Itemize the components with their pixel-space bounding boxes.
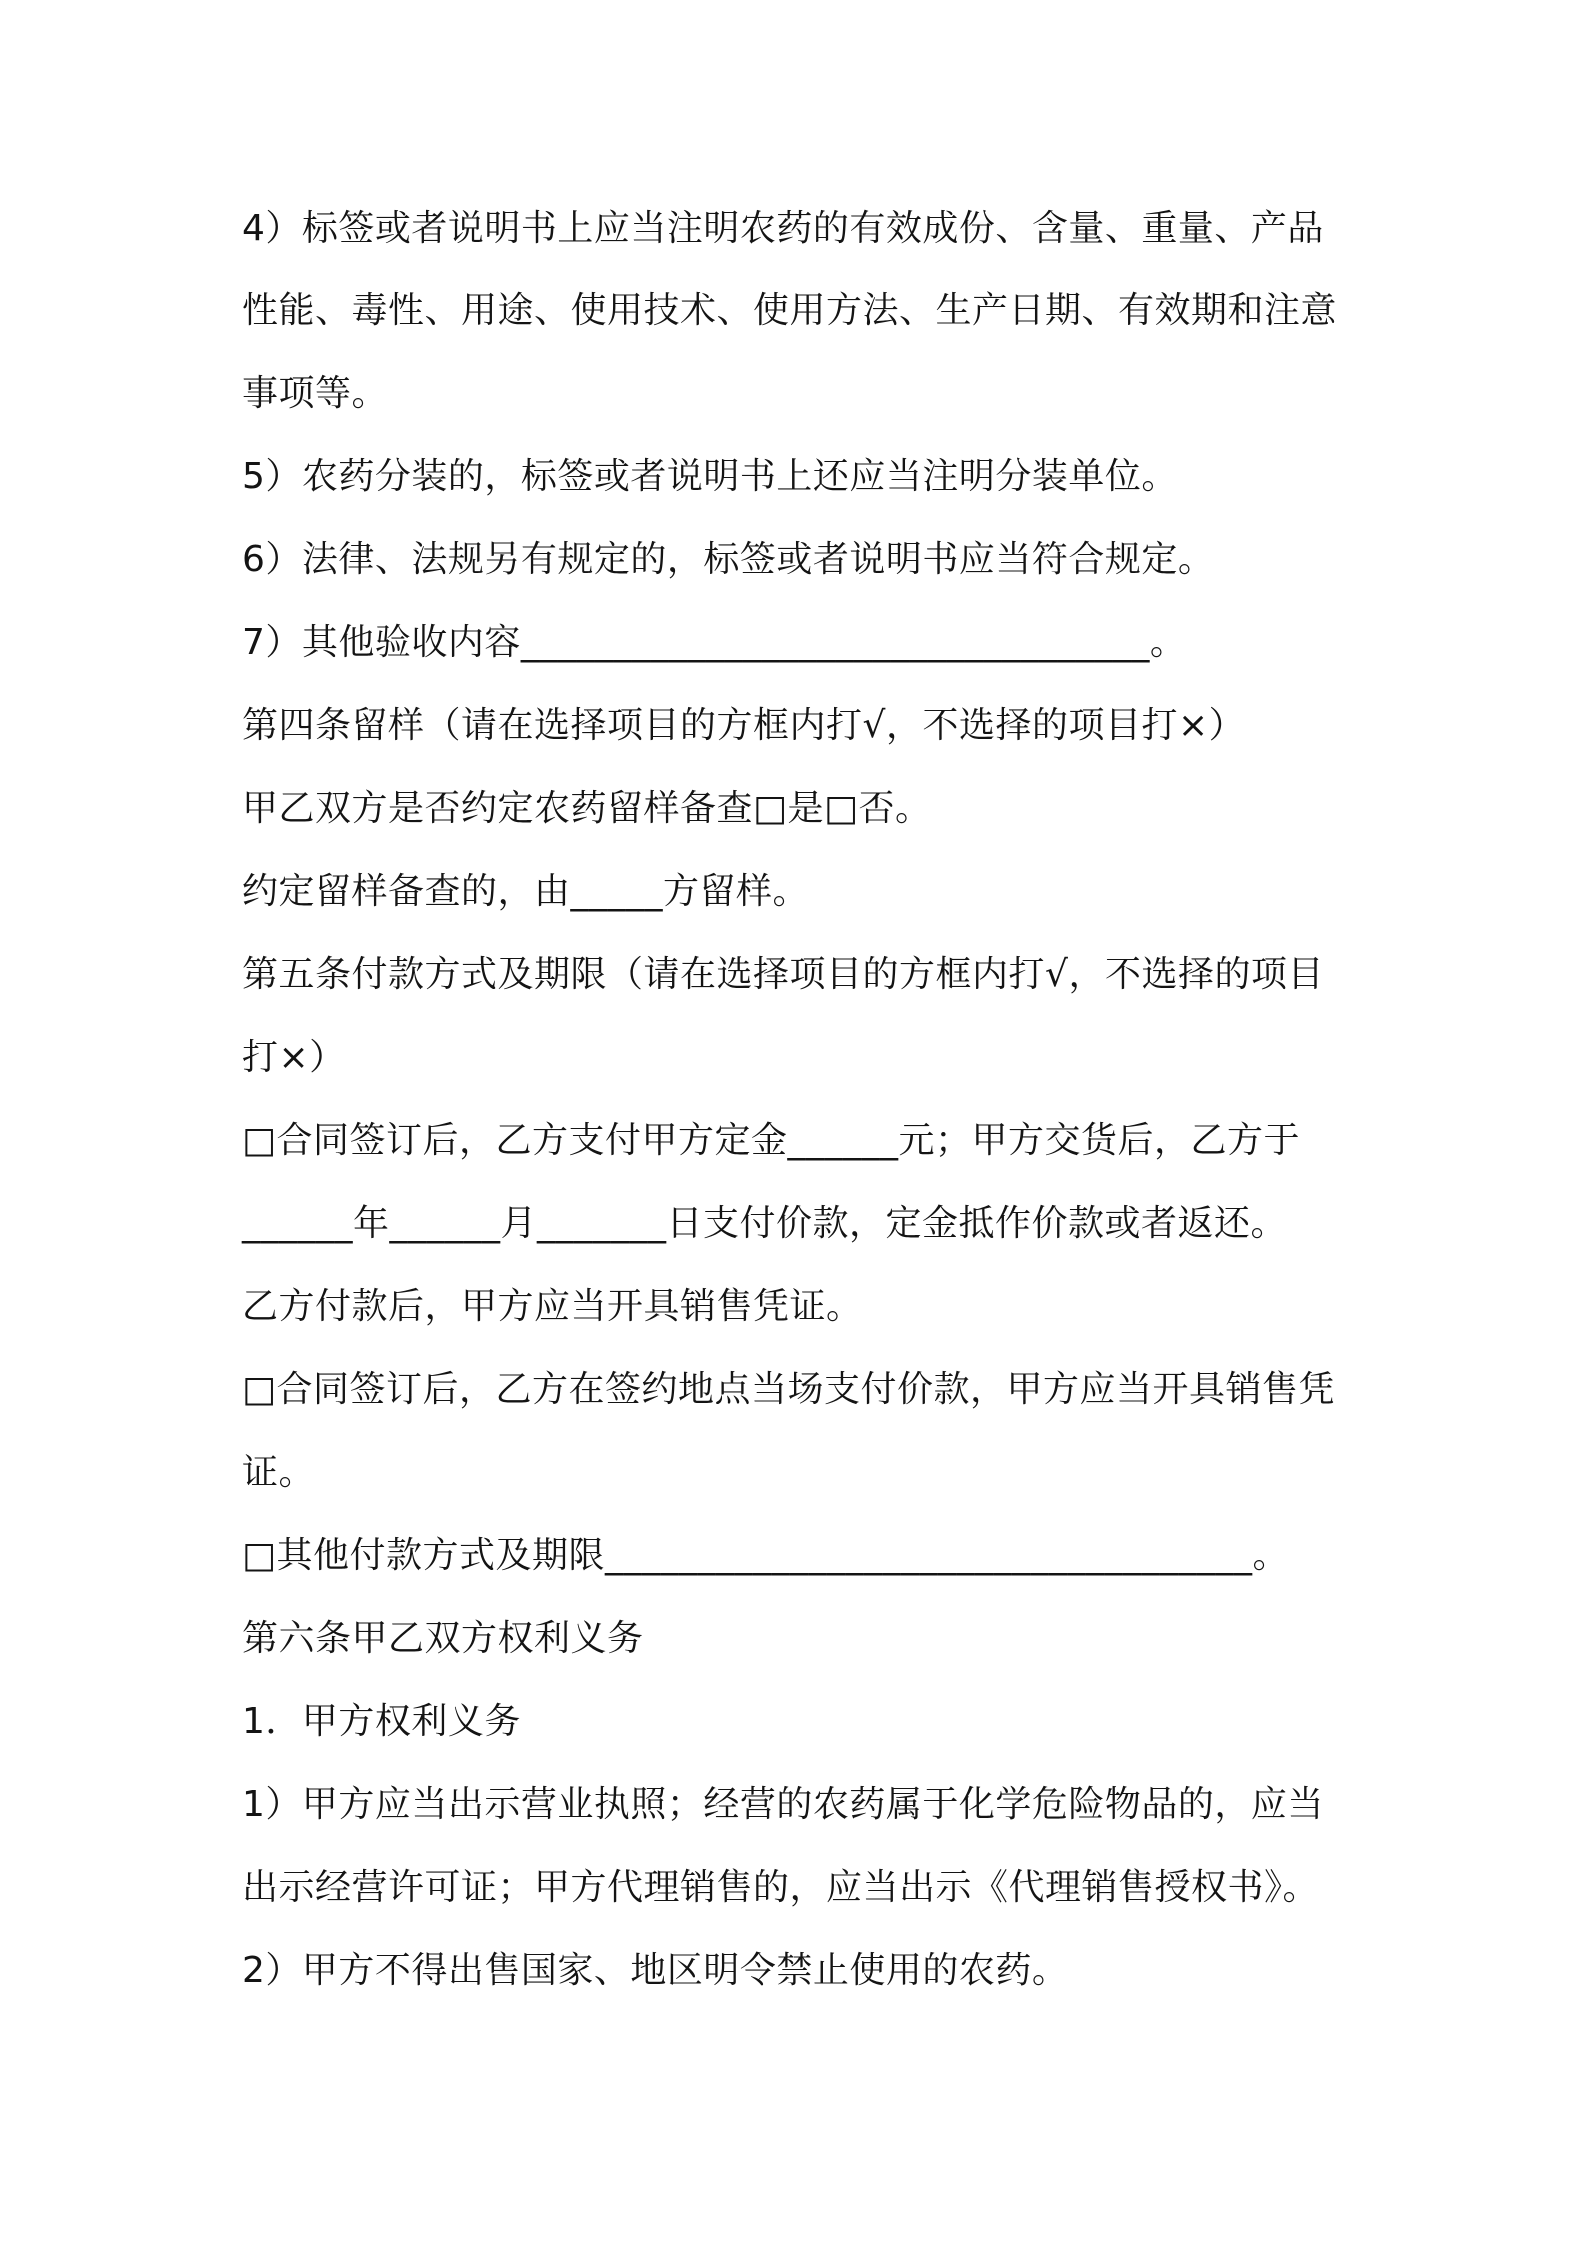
text-line: 事项等。 (242, 373, 389, 414)
section-heading: 第四条留样（请在选择项目的方框内打√，不选择的项目打×） (242, 705, 1246, 746)
section-heading: 第六条甲乙双方权利义务 (242, 1618, 644, 1659)
text-line: □合同签订后，乙方支付甲方定金______元；甲方交货后，乙方于 (242, 1120, 1301, 1161)
text-line: 性能、毒性、用途、使用技术、使用方法、生产日期、有效期和注意 (242, 290, 1338, 331)
text-line: ______年______月_______日支付价款，定金抵作价款或者返还。 (242, 1203, 1288, 1244)
text-line: 证。 (242, 1452, 316, 1493)
text-line: □其他付款方式及期限___________________________________。 (242, 1535, 1290, 1576)
text-line: 5）农药分装的，标签或者说明书上还应当注明分装单位。 (242, 456, 1178, 497)
text-line: 4）标签或者说明书上应当注明农药的有效成份、含量、重量、产品 (242, 208, 1324, 249)
section-heading: 第五条付款方式及期限（请在选择项目的方框内打√，不选择的项目 (242, 954, 1324, 995)
text-line: 乙方付款后，甲方应当开具销售凭证。 (242, 1286, 863, 1327)
text-line: 2）甲方不得出售国家、地区明令禁止使用的农药。 (242, 1950, 1069, 1991)
subsection-heading: 1．甲方权利义务 (242, 1701, 521, 1742)
text-line: 7）其他验收内容__________________________________。 (242, 622, 1187, 663)
text-line: 1）甲方应当出示营业执照；经营的农药属于化学危险物品的，应当 (242, 1784, 1324, 1825)
text-line: □合同签订后，乙方在签约地点当场支付价款，甲方应当开具销售凭 (242, 1369, 1336, 1410)
text-line: 6）法律、法规另有规定的，标签或者说明书应当符合规定。 (242, 539, 1215, 580)
text-line: 甲乙双方是否约定农药留样备查□是□否。 (242, 788, 932, 829)
text-line: 约定留样备查的，由_____方留样。 (242, 871, 810, 912)
text-line: 出示经营许可证；甲方代理销售的，应当出示《代理销售授权书》。 (242, 1867, 1320, 1908)
text-line: 打×） (242, 1037, 346, 1078)
